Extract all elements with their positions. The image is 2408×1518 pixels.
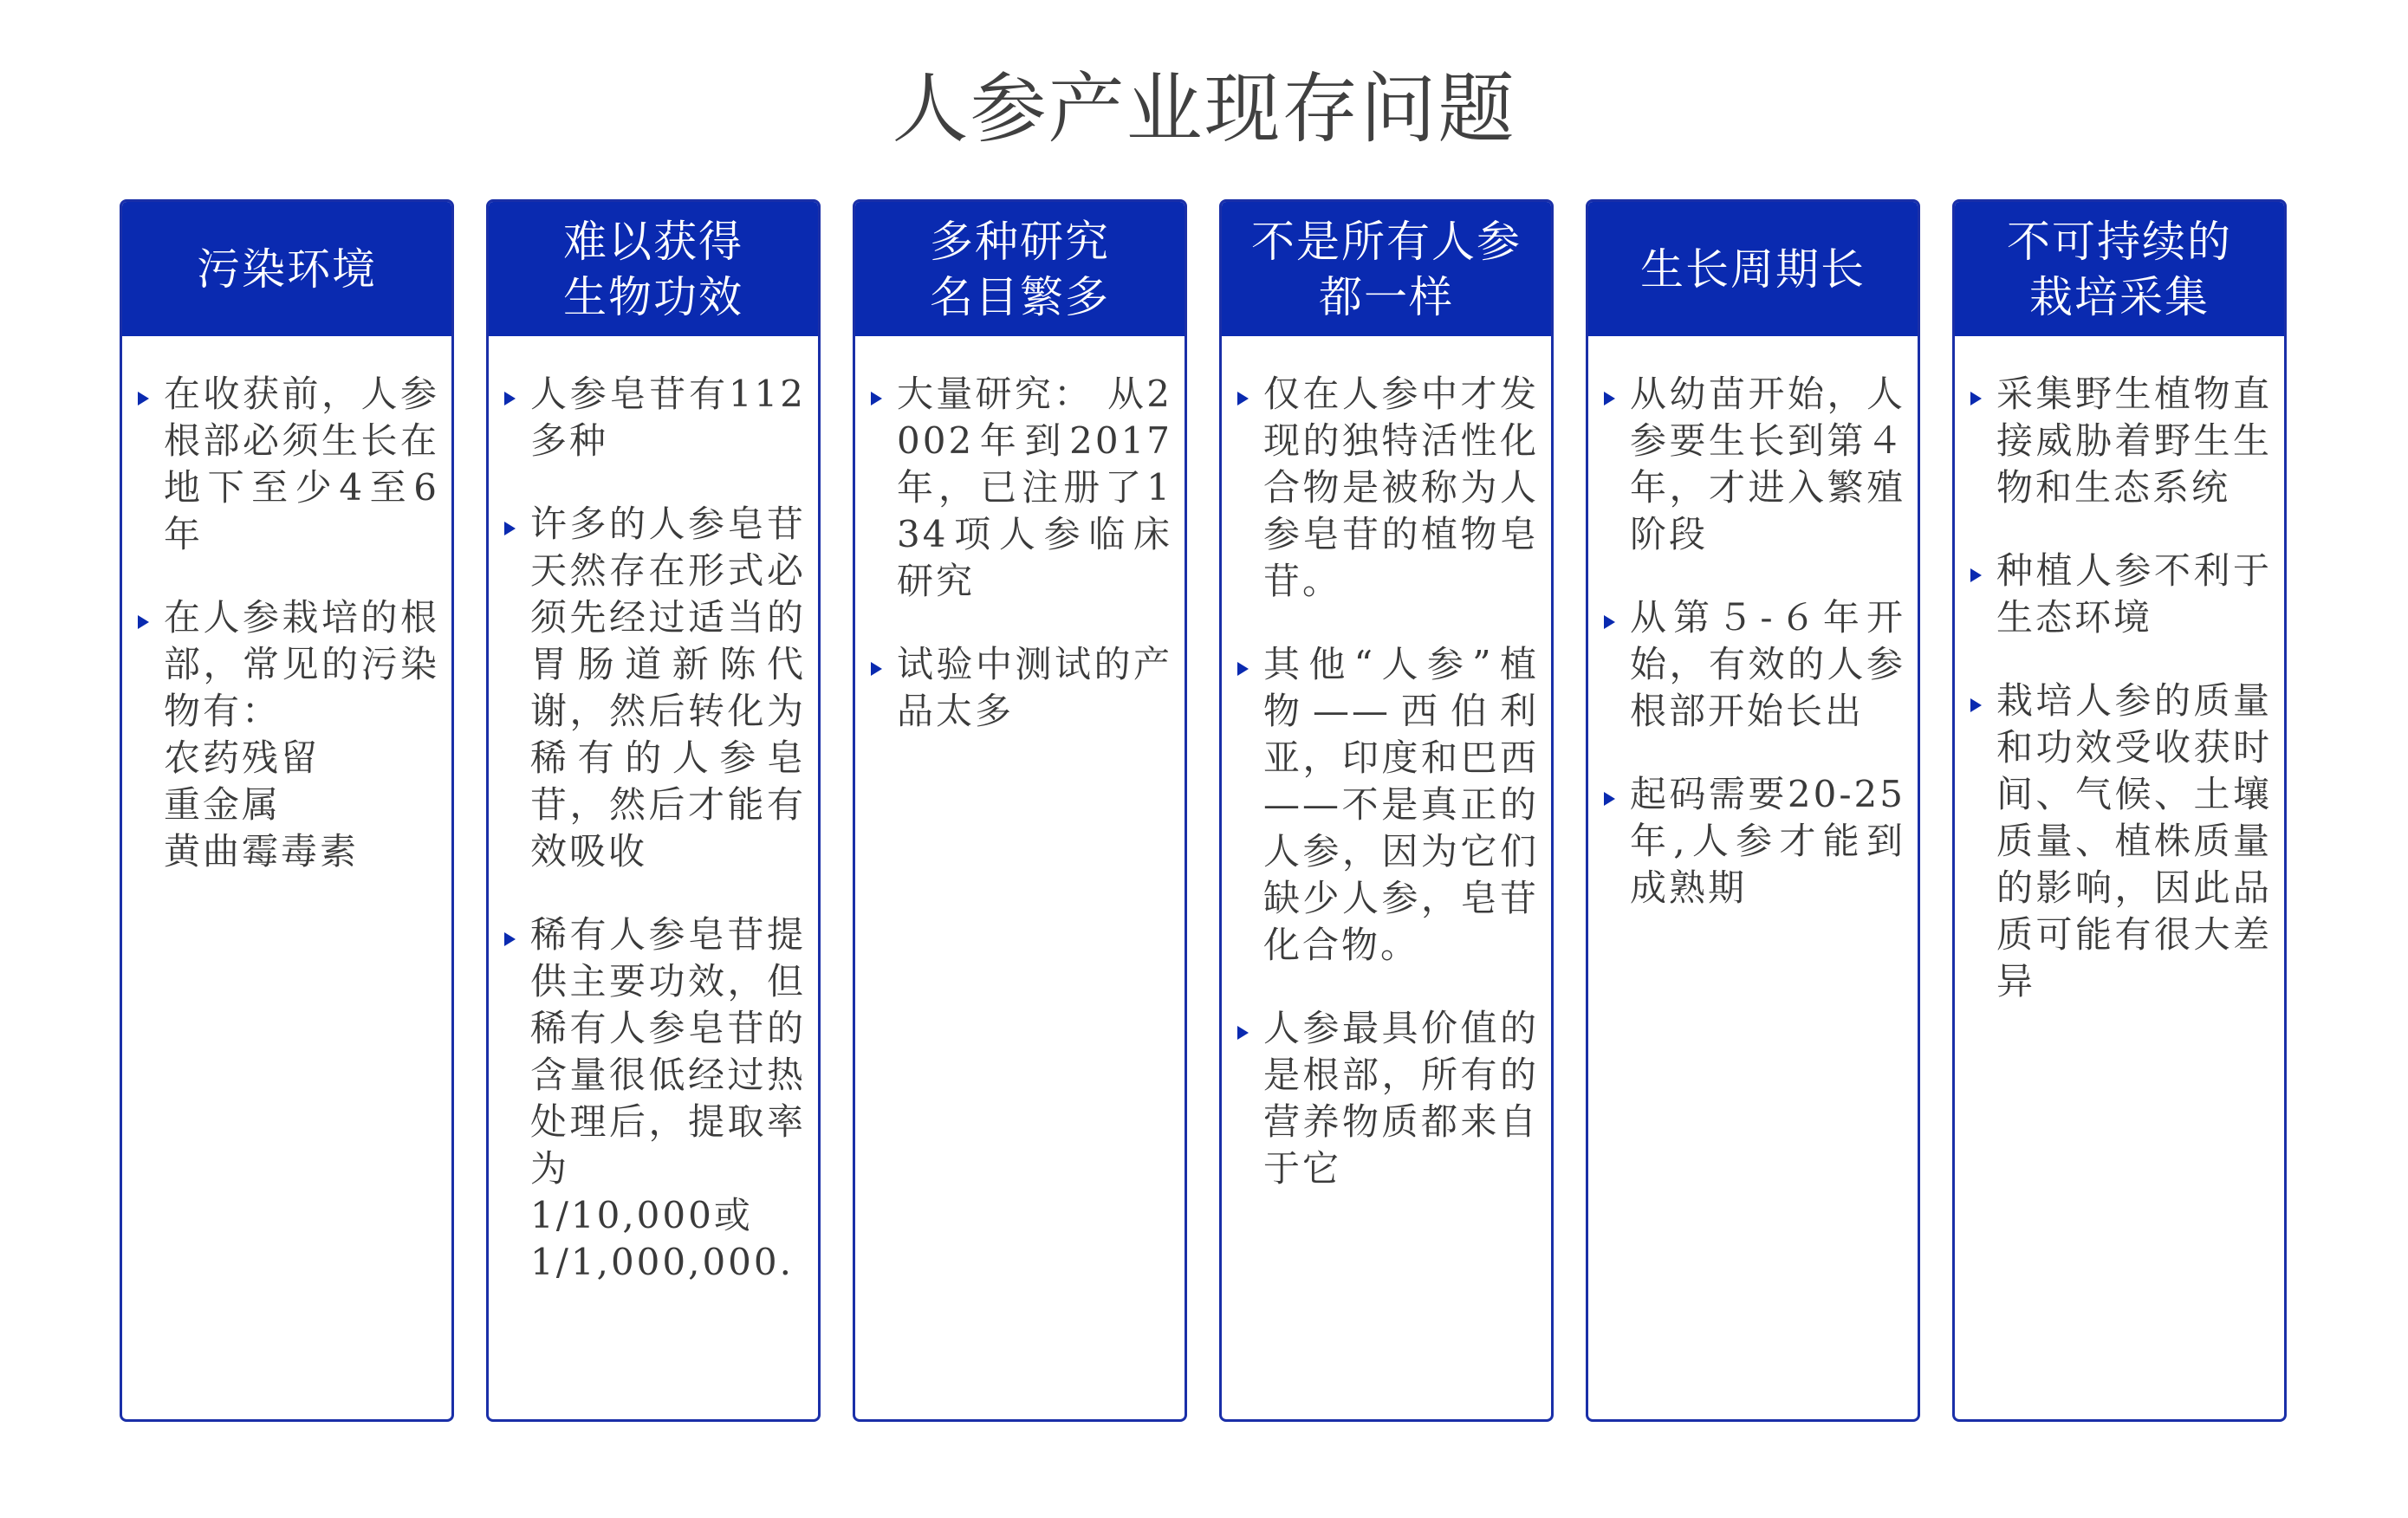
bullet-text: 仅在人参中才发现的独特活性化合物是被称为人参皂苷的植物皂苷。: [1263, 373, 1539, 602]
column-header-text: 不是所有人参 都一样: [1251, 216, 1522, 322]
bullet-text: 人参皂苷有112多种: [530, 373, 806, 462]
triangle-right-icon: [1604, 392, 1615, 405]
bullet-text: 起码需要20-25年,人参才能到成熟期: [1630, 773, 1905, 909]
triangle-right-icon: [138, 392, 149, 405]
triangle-right-icon: [871, 662, 882, 676]
triangle-right-icon: [504, 522, 516, 535]
bullet-text: 大量研究： 从2002年到2017年，已注册了134项人参临床研究: [897, 373, 1172, 602]
bullet-item: [134, 371, 439, 558]
bullet-text: 稀有人参皂苷提供主要功效，但稀有人参皂苷的含量很低经过热处理后，提取率为 1/10,000或 1/1,000,000.: [530, 913, 806, 1283]
page-title: 人参产业现存问题: [892, 64, 1516, 153]
column-header: [1588, 202, 1918, 336]
triangle-right-icon: [1970, 568, 1982, 582]
column-header: [1222, 202, 1551, 336]
column-header: [855, 202, 1185, 336]
column-header-text: 难以获得 生物功效: [563, 216, 743, 322]
problem-columns: [120, 199, 2288, 1422]
bullet-item: [1600, 594, 1905, 735]
bullet-item: [867, 371, 1172, 605]
bullet-text: 采集野生植物直接威胁着野生生物和生态系统: [1996, 373, 2272, 509]
bullet-item: [1234, 641, 1539, 969]
triangle-right-icon: [1970, 392, 1982, 405]
column-not-all-same: [1219, 199, 1554, 1422]
bullet-text: 种植人参不利于生态环境: [1996, 549, 2272, 639]
bullet-text: 其他“人参”植物——西伯利亚，印度和巴西——不是真正的人参，因为它们缺少人参，皂苷化合物。: [1263, 643, 1539, 966]
bullet-item: [1234, 1005, 1539, 1192]
bullet-item: [501, 911, 806, 1286]
column-header-text: 生长周期长: [1640, 243, 1866, 295]
column-header-text: 多种研究 名目繁多: [930, 216, 1110, 322]
triangle-right-icon: [1970, 698, 1982, 712]
bullet-text: 人参最具价值的是根部，所有的营养物质都来自于它: [1263, 1007, 1539, 1190]
column-unsustainable: [1952, 199, 2287, 1422]
bullet-text: 栽培人参的质量和功效受收获时间、气候、土壤质量、植株质量的影响，因此品质可能有很大差异: [1996, 679, 2272, 1002]
triangle-right-icon: [1237, 1026, 1249, 1040]
bullet-item: [134, 594, 439, 875]
bullet-text: 试验中测试的产品太多: [897, 643, 1172, 732]
triangle-right-icon: [871, 392, 882, 405]
bullet-item: [1600, 371, 1905, 558]
column-body: [122, 371, 451, 911]
bullet-text: 在人参栽培的根部，常见的污染物有： 农药残留 重金属 黄曲霉毒素: [164, 596, 439, 873]
bullet-item: [1967, 371, 2272, 511]
bullet-text: 许多的人参皂苷天然存在形式必须先经过适当的胃肠道新陈代谢，然后转化为稀有的人参皂苷，然后才能有效吸收: [530, 503, 806, 873]
column-header: [1955, 202, 2284, 336]
column-pollution: [120, 199, 454, 1422]
bullet-item: [867, 641, 1172, 735]
bullet-item: [1234, 371, 1539, 605]
bullet-item: [501, 501, 806, 875]
column-header-text: 污染环境: [197, 243, 377, 295]
triangle-right-icon: [1237, 392, 1249, 405]
column-body: [1222, 371, 1551, 1229]
bullet-item: [1600, 771, 1905, 911]
column-header-text: 不可持续的 栽培采集: [2007, 216, 2232, 322]
column-header: [122, 202, 451, 336]
column-bioavailability: [486, 199, 821, 1422]
column-header: [489, 202, 818, 336]
triangle-right-icon: [1604, 615, 1615, 629]
bullet-text: 从幼苗开始，人参要生长到第４年，才进入繁殖阶段: [1630, 373, 1905, 555]
column-body: [855, 371, 1185, 771]
triangle-right-icon: [1604, 792, 1615, 806]
bullet-item: [1967, 678, 2272, 1005]
column-body: [489, 371, 818, 1322]
bullet-text: 从第５-６年开始，有效的人参根部开始长出: [1630, 596, 1905, 732]
triangle-right-icon: [504, 392, 516, 405]
column-body: [1588, 371, 1918, 948]
bullet-text: 在收获前，人参根部必须生长在地下至少4至6年: [164, 373, 439, 555]
bullet-item: [501, 371, 806, 464]
triangle-right-icon: [1237, 662, 1249, 676]
column-research: [853, 199, 1187, 1422]
column-growth-cycle: [1586, 199, 1920, 1422]
triangle-right-icon: [504, 932, 516, 946]
triangle-right-icon: [138, 615, 149, 629]
column-body: [1955, 371, 2284, 1041]
bullet-item: [1967, 548, 2272, 641]
